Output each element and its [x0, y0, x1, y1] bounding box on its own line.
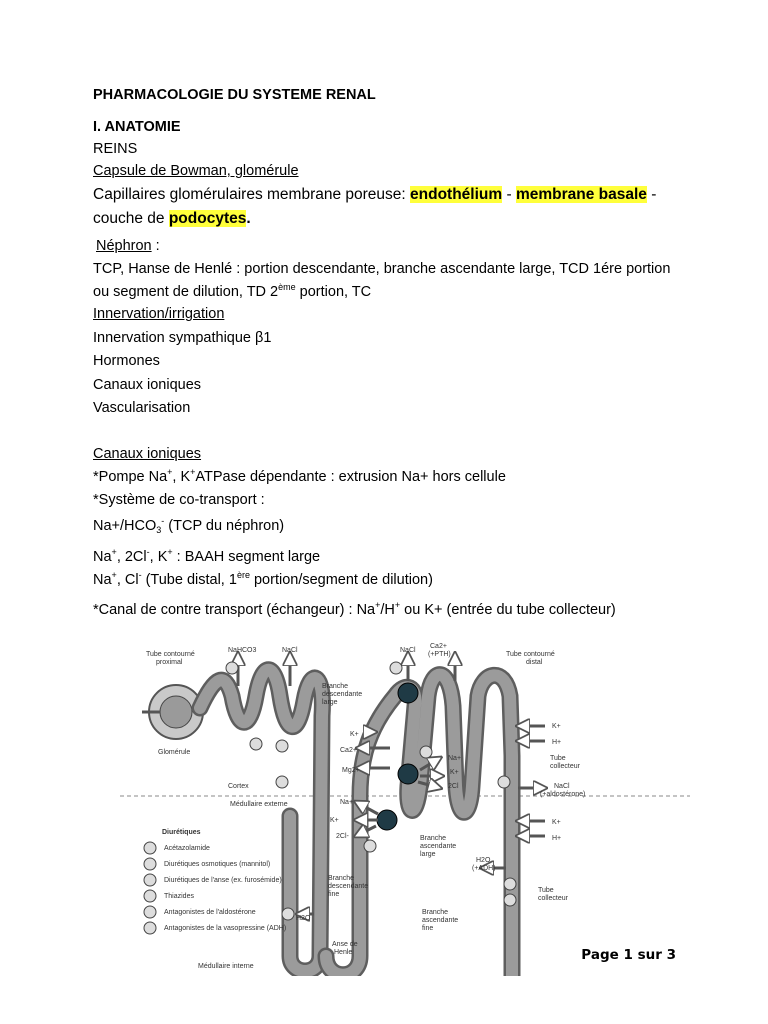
legend-title: Diurétiques: [162, 829, 201, 836]
label-nacl: NaCl: [282, 647, 298, 654]
t: : BAAH segment large: [172, 549, 321, 565]
highlight-podocytes: podocytes: [168, 210, 247, 227]
label-na: Na+: [340, 799, 354, 806]
nephron-text-2a: ou segment de dilution, TD 2: [93, 284, 279, 300]
sup: -: [161, 516, 165, 526]
separator: -: [502, 186, 516, 203]
cotransport-line-3: [93, 571, 433, 589]
sup: ère: [236, 570, 250, 580]
transporter-dot: [398, 683, 418, 703]
highlight-endothelium: endothélium: [410, 186, 503, 203]
drug-marker: [276, 776, 288, 788]
label-k: K+: [552, 723, 561, 730]
nephron-text-2: [93, 283, 371, 301]
capillaires-line-2: [93, 210, 251, 228]
ct1-b: (TCP du néphron): [164, 518, 285, 534]
t: , Cl: [116, 572, 139, 588]
cotransport-line-1: [93, 517, 284, 535]
label-ca-pth: Ca2+: [430, 643, 447, 650]
t: portion/segment de dilution): [249, 572, 433, 588]
nephron-text-1: TCP, Hanse de Henlé : portion descendante, branche ascendante large, TCD 1ére portion: [93, 261, 671, 277]
label-branche-desc-large: descendante: [322, 691, 363, 698]
legend-item: Thiazides: [164, 893, 194, 900]
t: 1: [623, 947, 633, 963]
legend-marker: [144, 890, 156, 902]
transporter-dot: [398, 764, 418, 784]
drug-marker: [282, 908, 294, 920]
t: ou K+ (entrée du tube collecteur): [400, 602, 616, 618]
label-tube-collecteur: Tube: [538, 887, 554, 894]
label-branche-asc-large: Branche: [420, 835, 447, 842]
label-branche-asc-fine: fine: [422, 925, 434, 932]
sup: +: [111, 547, 117, 557]
canal-line: [93, 601, 616, 619]
sup: +: [111, 570, 117, 580]
drug-marker: [390, 662, 402, 674]
capillaires-line: [93, 186, 656, 204]
label-branche-desc-large: Branche: [322, 683, 349, 690]
sup: +: [394, 600, 401, 610]
t: Page: [581, 947, 624, 963]
label-tcp: Tube contourné: [146, 651, 195, 658]
label-mg: Mg2+: [342, 767, 360, 774]
label-nacl-aldosterone: NaCl: [554, 783, 570, 790]
highlight-membrane-basale: membrane basale: [515, 186, 647, 203]
label-tcd: Tube contourné: [506, 651, 555, 658]
period: .: [246, 210, 251, 227]
drug-marker: [504, 894, 516, 906]
drug-marker: [420, 746, 432, 758]
sup: +: [167, 467, 173, 477]
drug-marker: [276, 740, 288, 752]
t: , K: [149, 549, 168, 565]
label-k: K+: [450, 769, 459, 776]
label-ca-pth: (+PTH): [428, 651, 451, 658]
label-h: H+: [552, 835, 562, 842]
label-branche-desc-fine: fine: [328, 891, 340, 898]
legend-marker: [144, 874, 156, 886]
label-branche-asc-large: ascendante: [420, 843, 457, 850]
innervation-heading: Innervation/irrigation: [93, 306, 225, 322]
reins-label: REINS: [93, 141, 138, 157]
label-medullaire-externe: Médullaire externe: [230, 801, 288, 808]
label-h2o-adh: H2O: [476, 857, 491, 864]
drug-marker: [504, 878, 516, 890]
superscript: ème: [278, 282, 296, 292]
sup: +: [190, 467, 196, 477]
canaux-heading: Canaux ioniques: [93, 446, 202, 462]
t: 3: [666, 947, 676, 963]
sup: -: [138, 570, 142, 580]
diuretics-legend: [144, 829, 286, 934]
label-nacl-aldosterone: (+aldostérone): [540, 791, 586, 798]
label-medullaire-interne: Médullaire interne: [198, 963, 254, 970]
page-number: [581, 947, 676, 963]
label-branche-desc-fine: Branche: [328, 875, 355, 882]
label-2cl: 2Cl: [448, 783, 459, 790]
capsule-heading: Capsule de Bowman, glomérule: [93, 163, 299, 179]
label-branche-asc-fine: Branche: [422, 909, 449, 916]
legend-item: Diurétiques de l'anse (ex. furosémide): [164, 877, 282, 884]
label-k: K+: [330, 817, 339, 824]
label-branche-desc-large: large: [322, 699, 338, 706]
nephron-heading-line: [96, 237, 160, 255]
label-nacl: NaCl: [400, 647, 416, 654]
legend-marker: [144, 858, 156, 870]
legend-item: Diurétiques osmotiques (mannitol): [164, 861, 271, 868]
nephron-diagram: [120, 636, 690, 976]
legend-item: Acétazolamide: [164, 845, 210, 852]
label-tube-collecteur: collecteur: [550, 763, 580, 770]
drug-marker: [498, 776, 510, 788]
t: Na: [93, 572, 112, 588]
legend-marker: [144, 922, 156, 934]
colon: :: [151, 238, 160, 254]
cotransport-line-2: [93, 548, 320, 566]
capillaires-text: Capillaires glomérulaires membrane poreuse:: [93, 186, 411, 203]
t: sur: [632, 947, 667, 963]
legend-marker: [144, 906, 156, 918]
transporter-dot: [377, 810, 397, 830]
list-item: Innervation sympathique β1: [93, 330, 272, 346]
t: , 2Cl: [116, 549, 147, 565]
t: *Canal de contre transport (échangeur) : Na: [93, 602, 376, 618]
list-item: Hormones: [93, 353, 160, 369]
label-h2o-adh: (+ADH): [472, 865, 496, 872]
drug-marker: [250, 738, 262, 750]
label-branche-desc-fine: descendante: [328, 883, 369, 890]
label-tcp: proximal: [156, 659, 183, 666]
separator: -: [646, 186, 657, 203]
label-tube-collecteur: Tube: [550, 755, 566, 762]
couche-text: couche de: [93, 210, 169, 227]
label-anse: Henle: [334, 949, 353, 956]
drug-marker: [226, 662, 238, 674]
sup: +: [167, 547, 173, 557]
label-2cl: 2Cl-: [336, 833, 349, 840]
label-ca: Ca2+: [340, 747, 357, 754]
t: /H: [380, 602, 395, 618]
label-branche-asc-large: large: [420, 851, 436, 858]
pompe-a: *Pompe Na: [93, 469, 168, 485]
label-cortex: Cortex: [228, 783, 249, 790]
legend-item: Antagonistes de la vasopressine (ADH): [164, 925, 287, 932]
label-glomerule: Glomérule: [158, 749, 191, 756]
list-item: Canaux ioniques: [93, 377, 202, 393]
label-h: H+: [552, 739, 562, 746]
t: Na: [93, 549, 112, 565]
section-heading-anatomie: I. ANATOMIE: [93, 119, 181, 135]
label-k: K+: [552, 819, 561, 826]
sup: -: [146, 547, 150, 557]
label-h2o: H2O: [296, 915, 311, 922]
label-na: Na+: [448, 755, 462, 762]
t: (Tube distal, 1: [141, 572, 237, 588]
systeme-line: *Système de co-transport :: [93, 492, 265, 508]
ct1-a: Na+/HCO: [93, 518, 157, 534]
sup: +: [375, 600, 381, 610]
label-tcd: distal: [526, 659, 543, 666]
legend-item: Antagonistes de l'aldostérone: [164, 909, 256, 916]
legend-marker: [144, 842, 156, 854]
nephron-text-2b: portion, TC: [295, 284, 372, 300]
nephron-heading: Néphron: [96, 238, 152, 254]
label-k: K+: [350, 731, 359, 738]
label-anse: Anse de: [332, 941, 358, 948]
label-branche-asc-fine: ascendante: [422, 917, 459, 924]
drug-marker: [364, 840, 376, 852]
label-nahco3: NaHCO3: [228, 647, 257, 654]
list-item: Vascularisation: [93, 400, 191, 416]
page-title: PHARMACOLOGIE DU SYSTEME RENAL: [93, 87, 376, 103]
pompe-c: , K: [172, 469, 191, 485]
label-tube-collecteur: collecteur: [538, 895, 568, 902]
pompe-line: [93, 468, 506, 486]
pompe-e: ATPase dépendante : extrusion Na+ hors cellule: [195, 469, 506, 485]
sub: 3: [156, 525, 162, 535]
